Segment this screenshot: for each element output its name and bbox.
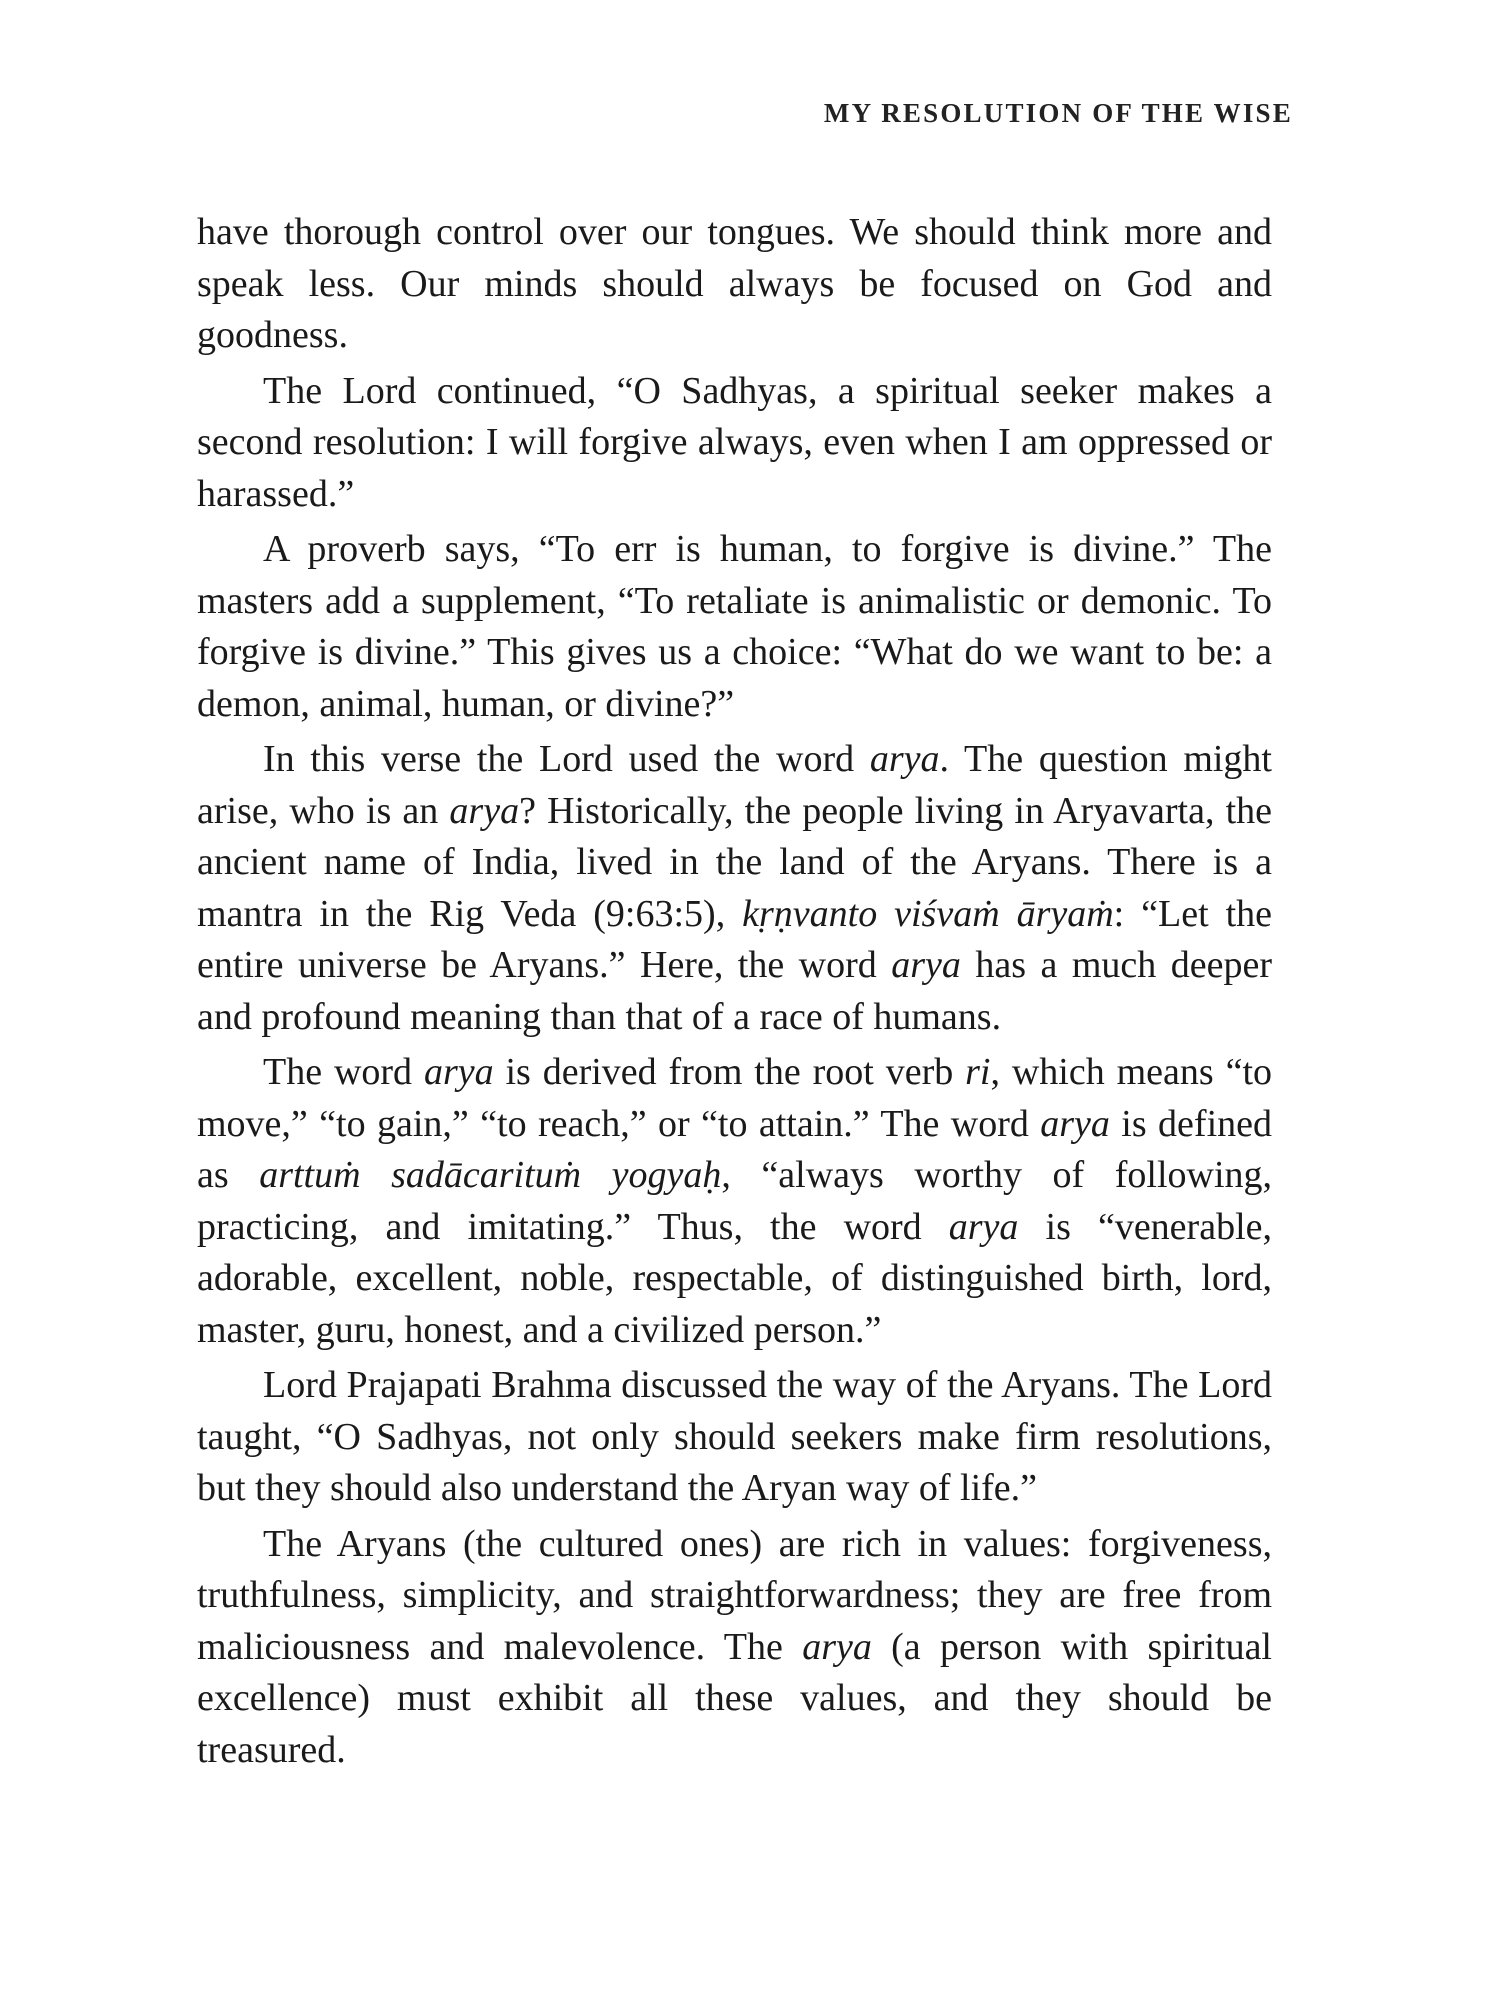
running-head: MY RESOLUTION OF THE WISE [823, 98, 1293, 128]
text-run: The Aryans (the cultured ones) are rich in values: forgiveness, truthfulness, simplicity, and straightforwardness; they are free from maliciousness and malevolence. The [197, 1522, 1272, 1668]
text-run: has a much deeper and profound meaning than that of a race of humans. [197, 944, 1272, 1038]
italic-term: arya [449, 789, 520, 832]
italic-term: arttuṁ sadācarituṁ yogyaḥ [259, 1154, 722, 1196]
paragraph [197, 366, 1272, 521]
paragraph [197, 1360, 1272, 1515]
text-run: ? Historically, the people living in Aryavarta, the ancient name of India, lived in the land of the Aryans. There is a mantra in the Rig Veda (9:63:5), [197, 789, 1272, 935]
text-run: In this verse the Lord used the word [263, 738, 870, 780]
text-run: is “venerable, adorable, excellent, noble, respectable, of distinguished birth, lord, master, guru, honest, and a civilized person.” [197, 1205, 1272, 1351]
paragraph [197, 1519, 1272, 1777]
italic-term: arya [802, 1625, 872, 1668]
text-run: have thorough control over our tongues. We should think more and speak less. Our minds should always be focused on God and goodness. [197, 211, 1272, 356]
text-run: . The question might arise, who is an [197, 738, 1272, 832]
text-run: , which means “to move,” “to gain,” “to reach,” or “to attain.” The word [197, 1051, 1273, 1145]
italic-term: arya [1040, 1102, 1110, 1145]
paragraph [197, 1047, 1272, 1356]
italic-term: arya [891, 944, 961, 986]
text-run: is defined as [197, 1102, 1272, 1196]
text-run: Lord Prajapati Brahma discussed the way of the Aryans. The Lord taught, “O Sadhyas, not only should seekers make firm resolutions, but they should also understand the Aryan way of life.” [197, 1364, 1272, 1509]
text-run: : “Let the entire universe be Aryans.” Here, the word [197, 892, 1272, 986]
paragraph [197, 734, 1272, 1043]
text-run: The Lord continued, “O Sadhyas, a spiritual seeker makes a second resolution: I will forgive always, even when I am oppressed or harassed.” [197, 369, 1272, 515]
text-run: , “always worthy of following, practicing, and imitating.” Thus, the word [197, 1154, 1273, 1248]
italic-term: arya [948, 1205, 1019, 1248]
text-run: is derived from the root verb [493, 1051, 966, 1093]
italic-term: arya [423, 1051, 494, 1093]
italic-term: ri [965, 1051, 991, 1093]
text-run: (a person with spiritual excellence) must exhibit all these values, and they should be treasured. [197, 1625, 1272, 1771]
italic-term: arya [869, 738, 940, 780]
paragraph [197, 207, 1272, 362]
text-run: The word [263, 1051, 424, 1093]
text-run: A proverb says, “To err is human, to forgive is divine.” The masters add a supplement, “To retaliate is animalistic or demonic. To forgive is divine.” This gives us a choice: “What do we want to be: a demon, animal, human, or divine?” [197, 528, 1272, 725]
body-text [197, 207, 1272, 1780]
italic-term: kṛṇvanto viśvaṁ āryaṁ [742, 892, 1114, 935]
paragraph [197, 524, 1272, 730]
